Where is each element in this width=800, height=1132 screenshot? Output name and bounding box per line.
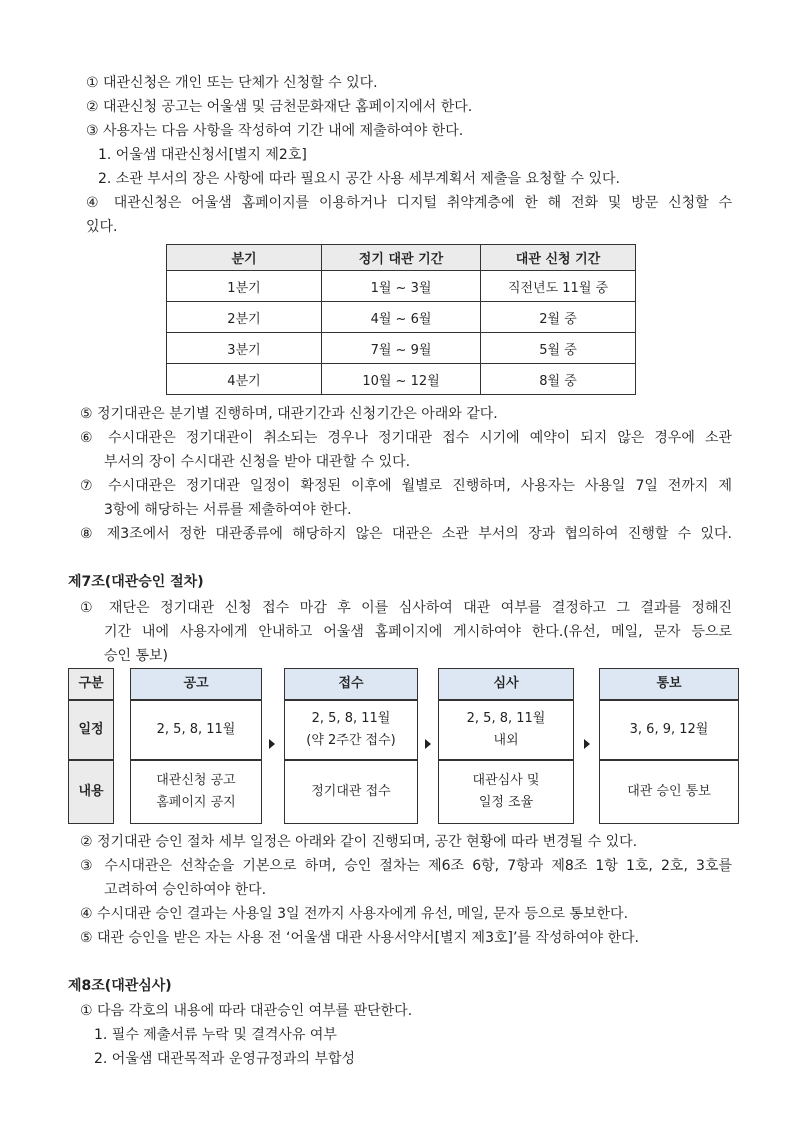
clause-6-item-8: ⑧ 제3조에서 정한 대관종류에 해당하지 않은 대관은 소관 부서의 장과 협의하여 진행할 수 있다. [80,526,732,542]
step-notify-content: 대관 승인 통보 [599,760,739,824]
step-announce-content: 대관신청 공고 홈페이지 공지 [130,760,262,824]
table-cell: 2분기 [167,302,322,333]
table-cell: 10월 ~ 12월 [322,364,481,395]
table-cell: 4월 ~ 6월 [322,302,481,333]
table-row [167,271,636,302]
arrow-right-icon [425,739,431,749]
article-7-item-1: ① 재단은 정기대관 신청 접수 마감 후 이를 심사하여 대관 여부를 결정하고 그 결과를 정해진 [80,600,732,616]
table-cell: 1월 ~ 3월 [322,271,481,302]
step-review-schedule: 2, 5, 8, 11월 내외 [438,700,574,760]
row-label-category: 구분 [68,668,114,700]
clause-6-sub-2: 2. 소관 부서의 장은 사항에 따라 필요시 공간 사용 세부계획서 제출을 요청할 수 있다. [98,171,620,187]
clause-6-item-4: ④ 대관신청은 어울샘 홈페이지를 이용하거나 디지털 취약계층에 한 해 전화 및 방문 신청할 수 [86,195,732,211]
table-row [167,364,636,395]
clause-6-item-4-cont: 있다. [86,219,118,235]
article-7-item-3-cont: 고려하여 승인하여야 한다. [104,882,267,898]
arrow-right-icon [269,739,275,749]
step-review-content: 대관심사 및 일정 조율 [438,760,574,824]
article-7-item-1-cont2: 승인 통보) [104,648,169,664]
table-row [167,333,636,364]
step-receive-title: 접수 [284,668,418,700]
clause-6-item-5: ⑤ 정기대관은 분기별 진행하며, 대관기간과 신청기간은 아래와 같다. [80,406,498,422]
clause-6-item-3: ③ 사용자는 다음 사항을 작성하여 기간 내에 제출하여야 한다. [86,123,464,139]
table-cell: 7월 ~ 9월 [322,333,481,364]
article-8-sub-1: 1. 필수 제출서류 누락 및 결격사유 여부 [94,1027,337,1043]
clause-6-item-7-cont: 3항에 해당하는 서류를 제출하여야 한다. [104,502,352,518]
table-cell: 1분기 [167,271,322,302]
clause-6-sub-1: 1. 어울샘 대관신청서[별지 제2호] [98,147,307,163]
clause-6-item-1: ① 대관신청은 개인 또는 단체가 신청할 수 있다. [86,75,378,91]
article-7-item-5: ⑤ 대관 승인을 받은 자는 사용 전 ‘어울샘 대관 사용서약서[별지 제3호]’를 작성하여야 한다. [80,930,639,946]
step-receive-content: 정기대관 접수 [284,760,418,824]
table-cell: 5월 중 [481,333,636,364]
clause-6-item-6: ⑥ 수시대관은 정기대관이 취소되는 경우나 정기대관 접수 시기에 예약이 되지 않은 경우에 소관 [80,430,732,446]
table-header-row [167,245,636,271]
table-cell: 직전년도 11월 중 [481,271,636,302]
table-header: 대관 신청 기간 [481,245,636,271]
table-cell: 8월 중 [481,364,636,395]
article-8-title: 제8조(대관심사) [68,978,172,994]
approval-flow-diagram [68,668,740,824]
article-7-item-4: ④ 수시대관 승인 결과는 사용일 3일 전까지 사용자에게 유선, 메일, 문자 등으로 통보한다. [80,906,629,922]
article-8-sub-2: 2. 어울샘 대관목적과 운영규정과의 부합성 [94,1051,356,1067]
step-review-title: 심사 [438,668,574,700]
table-cell: 3분기 [167,333,322,364]
step-announce-schedule: 2, 5, 8, 11월 [130,700,262,760]
rental-period-table [166,244,636,395]
table-row [167,302,636,333]
table-header: 정기 대관 기간 [322,245,481,271]
row-label-content: 내용 [68,760,114,824]
step-notify-schedule: 3, 6, 9, 12월 [599,700,739,760]
step-announce-title: 공고 [130,668,262,700]
article-7-title: 제7조(대관승인 절차) [68,574,204,590]
step-receive-schedule: 2, 5, 8, 11월 (약 2주간 접수) [284,700,418,760]
clause-6-item-6-cont: 부서의 장이 수시대관 신청을 받아 대관할 수 있다. [104,454,411,470]
arrow-right-icon [584,739,590,749]
article-7-item-3: ③ 수시대관은 선착순을 기본으로 하며, 승인 절차는 제6조 6항, 7항과 제8조 1항 1호, 2호, 3호를 [80,858,732,874]
clause-6-item-7: ⑦ 수시대관은 정기대관 일정이 확정된 이후에 월별로 진행하며, 사용자는 사용일 7일 전까지 제 [80,478,732,494]
article-7-item-2: ② 정기대관 승인 절차 세부 일정은 아래와 같이 진행되며, 공간 현황에 따라 변경될 수 있다. [80,834,638,850]
article-7-item-1-cont: 기간 내에 사용자에게 안내하고 어울샘 홈페이지에 게시하여야 한다.(유선, 메일, 문자 등으로 [104,624,732,640]
step-notify-title: 통보 [599,668,739,700]
article-8-item-1: ① 다음 각호의 내용에 따라 대관승인 여부를 판단한다. [80,1003,413,1019]
table-cell: 4분기 [167,364,322,395]
table-header: 분기 [167,245,322,271]
clause-6-item-2: ② 대관신청 공고는 어울샘 및 금천문화재단 홈페이지에서 한다. [86,99,473,115]
row-label-schedule: 일정 [68,700,114,760]
table-cell: 2월 중 [481,302,636,333]
